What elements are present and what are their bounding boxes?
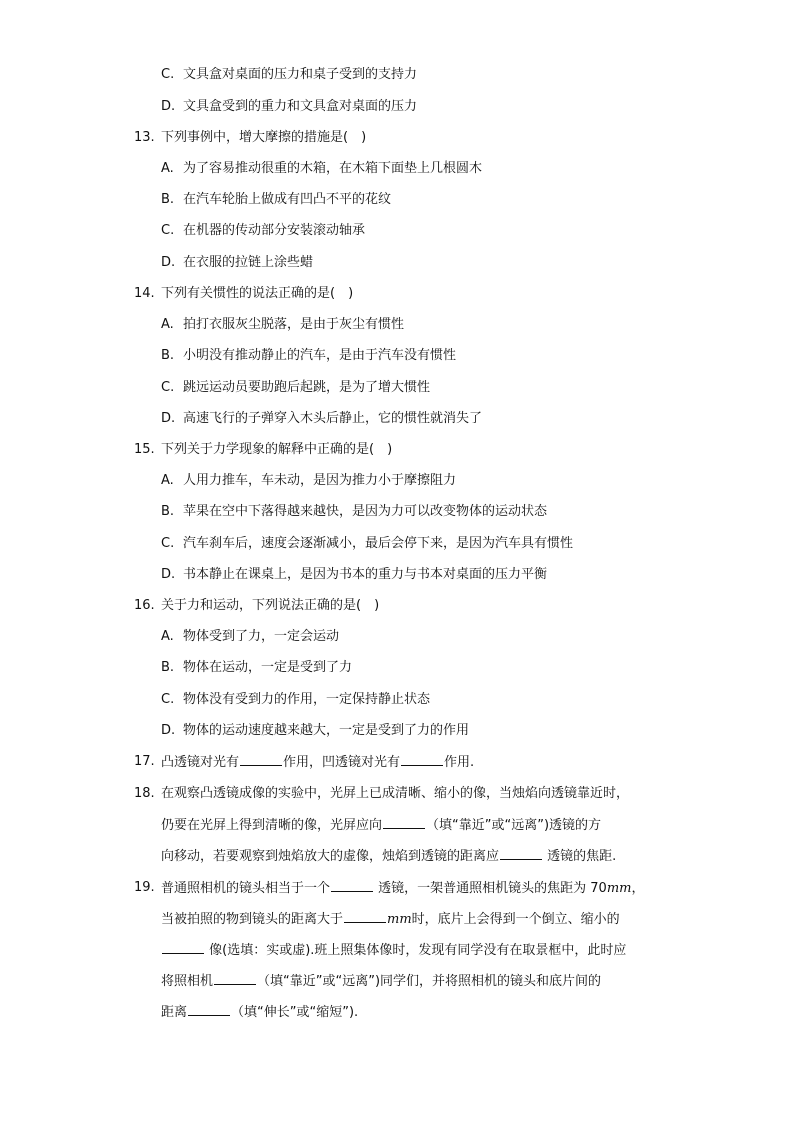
option-text: 物体的运动速度越来越大，一定是受到了力的作用 bbox=[183, 723, 470, 738]
q16-option-d bbox=[161, 722, 469, 740]
option-letter: B. bbox=[161, 348, 175, 363]
q15-option-a bbox=[161, 472, 456, 490]
q13-stem: 下列事例中，增大摩擦的措施是( ) bbox=[161, 130, 367, 145]
q19-text-2b: 时，底片上会得到一个倒立、缩小的 bbox=[411, 912, 620, 927]
option-letter: D. bbox=[161, 255, 176, 270]
q14-stem: 下列有关惯性的说法正确的是( ) bbox=[161, 286, 354, 301]
q16-number: 16. bbox=[134, 598, 155, 613]
option-text: 文具盒对桌面的压力和桌子受到的支持力 bbox=[183, 67, 418, 82]
option-text: 文具盒受到的重力和文具盒对桌面的压力 bbox=[183, 99, 418, 114]
option-letter: B. bbox=[161, 660, 175, 675]
option-text: 拍打衣服灰尘脱落，是由于灰尘有惯性 bbox=[183, 317, 405, 332]
q19-text-4a: 将照相机 bbox=[161, 974, 214, 989]
q19-text-1b: 透镜，一架普通照相机镜头的焦距为 70 bbox=[374, 881, 607, 896]
q19-text-2a: 当被拍照的物到镜头的距离大于 bbox=[161, 912, 344, 927]
q16-option-b bbox=[161, 659, 352, 677]
q14-option-a bbox=[161, 316, 404, 334]
option-letter: A. bbox=[161, 317, 174, 332]
option-text: 物体受到了力，一定会运动 bbox=[183, 629, 340, 644]
q17-text-1: 凸透镜对光有 bbox=[161, 755, 240, 770]
q14-option-b bbox=[161, 347, 456, 365]
option-letter: B. bbox=[161, 504, 175, 519]
q19-text-3b: 像(选填：实或虚).班上照集体像时，发现有同学没有在取景框中，此时应 bbox=[205, 943, 627, 958]
q15-number: 15. bbox=[134, 442, 155, 457]
q12-option-c bbox=[161, 66, 417, 84]
option-letter: B. bbox=[161, 192, 175, 207]
q18-text-3b: 透镜的焦距. bbox=[543, 849, 617, 864]
option-text: 物体没有受到力的作用，一定保持静止状态 bbox=[183, 692, 431, 707]
option-text: 汽车刹车后，速度会逐渐减小，最后会停下来，是因为汽车具有惯性 bbox=[183, 536, 574, 551]
option-letter: C. bbox=[161, 67, 175, 82]
q19-number: 19. bbox=[134, 880, 155, 895]
option-letter: C. bbox=[161, 536, 175, 551]
q18-number: 18. bbox=[134, 786, 155, 801]
q18-text-2a: 仍要在光屏上得到清晰的像，光屏应向 bbox=[161, 818, 383, 833]
q12-option-d bbox=[161, 98, 417, 116]
q19-line-3 bbox=[161, 941, 626, 960]
q13-option-d bbox=[161, 254, 313, 272]
option-text: 为了容易推动很重的木箱，在木箱下面垫上几根圆木 bbox=[183, 161, 483, 176]
q19-line-4 bbox=[161, 972, 601, 991]
q14-number: 14. bbox=[134, 286, 155, 301]
q18-line-1: 在观察凸透镜成像的实验中，光屏上已成清晰、缩小的像，当烛焰向透镜靠近时， bbox=[161, 786, 630, 801]
q17-number: 17. bbox=[134, 754, 155, 769]
option-letter: C. bbox=[161, 380, 175, 395]
q17-text-3: 作用. bbox=[444, 755, 475, 770]
answer-blank[interactable] bbox=[214, 972, 256, 985]
q14-option-c bbox=[161, 379, 430, 397]
q18-text-2b: （填“靠近”或“远离”)透镜的方 bbox=[426, 818, 602, 833]
option-letter: D. bbox=[161, 99, 176, 114]
option-letter: C. bbox=[161, 223, 175, 238]
q18-line-2 bbox=[161, 816, 601, 835]
option-text: 高速飞行的子弹穿入木头后静止，它的惯性就消失了 bbox=[183, 411, 483, 426]
answer-blank[interactable] bbox=[383, 816, 425, 829]
option-letter: D. bbox=[161, 567, 176, 582]
q19-line-1 bbox=[161, 879, 645, 898]
option-text: 苹果在空中下落得越来越快，是因为力可以改变物体的运动状态 bbox=[183, 504, 548, 519]
q15-option-b bbox=[161, 503, 547, 521]
q16-stem: 关于力和运动，下列说法正确的是( ) bbox=[161, 598, 380, 613]
unit-mm: mm bbox=[387, 912, 412, 927]
option-letter: A. bbox=[161, 161, 174, 176]
option-letter: D. bbox=[161, 723, 176, 738]
q19-text-5b: （填“伸长”或“缩短”). bbox=[231, 1005, 359, 1020]
q19-text-5a: 距离 bbox=[161, 1005, 188, 1020]
q16-option-c bbox=[161, 691, 430, 709]
q15-option-c bbox=[161, 535, 573, 553]
option-text: 跳远运动员要助跑后起跳，是为了增大惯性 bbox=[183, 380, 431, 395]
option-text: 在机器的传动部分安装滚动轴承 bbox=[183, 223, 366, 238]
answer-blank[interactable] bbox=[162, 941, 204, 954]
q19-text-1c: ， bbox=[631, 881, 645, 896]
q15-stem: 下列关于力学现象的解释中正确的是( ) bbox=[161, 442, 393, 457]
option-letter: C. bbox=[161, 692, 175, 707]
answer-blank[interactable] bbox=[331, 879, 373, 892]
q19-line-5 bbox=[161, 1003, 358, 1022]
answer-blank[interactable] bbox=[240, 753, 282, 766]
q16-option-a bbox=[161, 628, 339, 646]
option-letter: A. bbox=[161, 629, 174, 644]
answer-blank[interactable] bbox=[500, 847, 542, 860]
option-text: 物体在运动，一定是受到了力 bbox=[183, 660, 353, 675]
q17-stem bbox=[161, 753, 474, 772]
q13-option-b bbox=[161, 191, 391, 209]
q13-number: 13. bbox=[134, 130, 155, 145]
option-text: 书本静止在课桌上，是因为书本的重力与书本对桌面的压力平衡 bbox=[183, 567, 548, 582]
unit-mm: mm bbox=[606, 881, 632, 896]
q13-option-c bbox=[161, 222, 365, 240]
answer-blank[interactable] bbox=[401, 753, 443, 766]
answer-blank[interactable] bbox=[344, 910, 386, 923]
option-text: 人用力推车，车未动，是因为推力小于摩擦阻力 bbox=[183, 473, 457, 488]
q18-text-3a: 向移动，若要观察到烛焰放大的虚像，烛焰到透镜的距离应 bbox=[161, 849, 500, 864]
option-letter: D. bbox=[161, 411, 176, 426]
q18-line-3 bbox=[161, 847, 616, 866]
option-text: 在衣服的拉链上涂些蜡 bbox=[183, 255, 314, 270]
q19-text-4b: （填“靠近”或“远离”)同学们，并将照相机的镜头和底片间的 bbox=[257, 974, 602, 989]
option-text: 小明没有推动静止的汽车，是由于汽车没有惯性 bbox=[183, 348, 457, 363]
q15-option-d bbox=[161, 566, 547, 584]
q19-text-1a: 普通照相机的镜头相当于一个 bbox=[161, 881, 331, 896]
option-letter: A. bbox=[161, 473, 174, 488]
q19-line-2 bbox=[161, 910, 620, 929]
q14-option-d bbox=[161, 410, 482, 428]
answer-blank[interactable] bbox=[188, 1003, 230, 1016]
q13-option-a bbox=[161, 160, 482, 178]
q17-text-2: 作用，凹透镜对光有 bbox=[283, 755, 401, 770]
option-text: 在汽车轮胎上做成有凹凸不平的花纹 bbox=[183, 192, 392, 207]
